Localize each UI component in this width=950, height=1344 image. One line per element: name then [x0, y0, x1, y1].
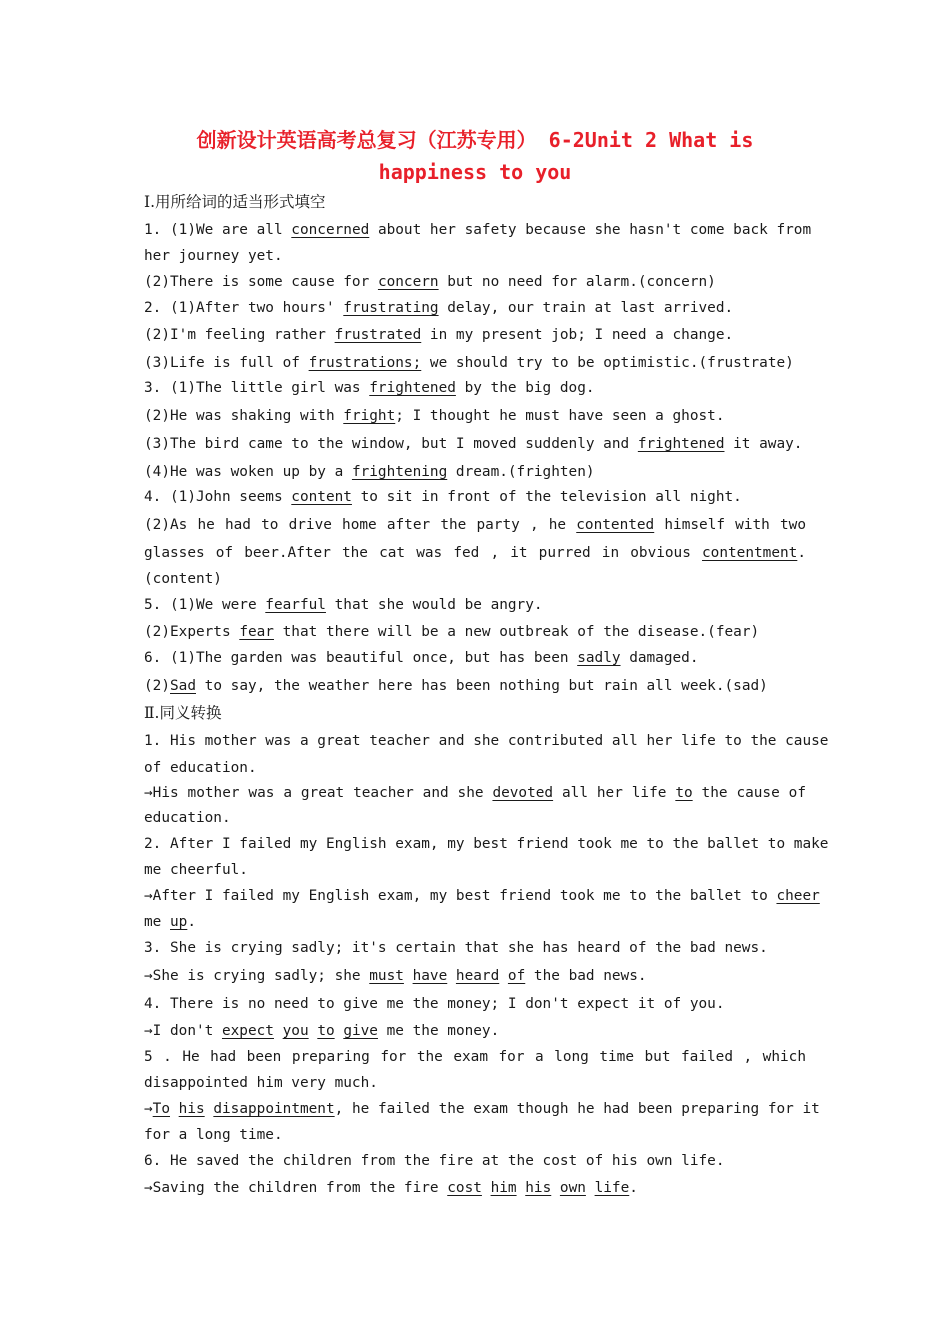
section1-line: [144, 622, 806, 642]
answer-blank: him: [490, 1180, 517, 1196]
section2-line: [144, 1178, 806, 1198]
line-text: dream.(frighten): [447, 464, 595, 480]
answer-blank: concern: [377, 274, 439, 290]
line-text: (2)There is some cause for: [144, 274, 378, 290]
answer-blank: sadly: [577, 650, 621, 666]
line-text: →I don't: [144, 1023, 222, 1039]
line-text: 1. (1)We are all: [144, 222, 292, 238]
section1-line: [144, 378, 806, 398]
answer-blank: heard: [455, 968, 500, 984]
answer-blank: of: [507, 968, 526, 984]
line-text: we should try to be optimistic.(frustrate): [421, 355, 794, 371]
section2-line: [144, 966, 806, 986]
section2-line: [144, 994, 806, 1014]
line-text: to sit in front of the television all night.: [351, 489, 742, 505]
answer-blank: frightening: [351, 464, 448, 480]
line-text: (3)Life is full of: [144, 355, 309, 371]
section2-line: [144, 758, 806, 778]
answer-blank: expect: [221, 1023, 274, 1039]
line-text: (2)He was shaking with: [144, 408, 344, 424]
section2-line: [144, 731, 829, 751]
line-text: 4. (1)John seems: [144, 489, 292, 505]
line-text: (2)As he had to drive home after the party , he: [144, 517, 577, 533]
answer-blank: own: [559, 1180, 586, 1196]
line-text: (4)He was woken up by a: [144, 464, 352, 480]
line-text: [499, 968, 508, 984]
section2-line: [144, 886, 820, 906]
line-text: 2. After I failed my English exam, my best friend took me to the ballet to make: [144, 836, 829, 852]
section1-line: [144, 298, 806, 318]
line-text: .: [629, 1180, 638, 1196]
line-text: →Saving the children from the fire: [144, 1180, 448, 1196]
line-text: it away.: [724, 436, 803, 452]
answer-blank: to: [317, 1023, 335, 1039]
line-text: 6. (1)The garden was beautiful once, but has been: [144, 650, 578, 666]
line-text: →She is crying sadly; she: [144, 968, 370, 984]
section-2-heading: Ⅱ.同义转换: [144, 704, 222, 722]
section1-line: [144, 569, 806, 589]
line-text: [447, 968, 456, 984]
line-text: 1. His mother was a great teacher and she contributed all her life to the cause: [144, 733, 829, 749]
section2-line: [144, 1125, 806, 1145]
line-text: .: [187, 914, 196, 930]
section1-line: [144, 515, 806, 535]
line-text: [335, 1023, 344, 1039]
section2-line: [144, 938, 806, 958]
answer-blank: cost: [447, 1180, 482, 1196]
line-text: [517, 1180, 526, 1196]
line-text: me: [144, 914, 170, 930]
line-text: [170, 1101, 179, 1117]
answer-blank: frustrating: [343, 300, 439, 316]
line-text: 4. There is no need to give me the money; I don't expect it of you.: [144, 996, 725, 1012]
section2-line: [144, 860, 806, 880]
document-title-line-1: 创新设计英语高考总复习（江苏专用） 6-2Unit 2 What is: [196, 128, 754, 152]
line-text: [404, 968, 413, 984]
answer-blank: To: [152, 1101, 170, 1117]
line-text: about her safety because she hasn't come back from: [369, 222, 812, 238]
answer-blank: frustrations;: [308, 355, 422, 371]
line-text: 3. She is crying sadly; it's certain that she has heard of the bad news.: [144, 940, 768, 956]
line-text: 6. He saved the children from the fire at the cost of his own life.: [144, 1153, 725, 1169]
line-text: →His mother was a great teacher and she: [144, 785, 493, 801]
line-text: that there will be a new outbreak of the disease.(fear): [273, 624, 760, 640]
answer-blank: to: [675, 785, 693, 801]
section1-line: [144, 543, 806, 563]
section1-line: [144, 272, 806, 292]
line-text: (2): [144, 678, 170, 694]
line-text: that she would be angry.: [325, 597, 543, 613]
section2-line: [144, 1073, 806, 1093]
line-text: himself with two: [654, 517, 806, 533]
line-text: the cause of: [692, 785, 806, 801]
answer-blank: up: [170, 914, 188, 930]
answer-blank: have: [412, 968, 448, 984]
answer-blank: must: [369, 968, 404, 984]
line-text: disappointed him very much.: [144, 1075, 378, 1091]
answer-blank: frustrated: [334, 327, 422, 343]
line-text: me cheerful.: [144, 862, 248, 878]
line-text: [309, 1023, 318, 1039]
answer-blank: his: [525, 1180, 552, 1196]
answer-blank: his: [178, 1101, 205, 1117]
line-text: by the big dog.: [455, 380, 595, 396]
section1-line: [144, 595, 806, 615]
section-1-heading: Ⅰ.用所给词的适当形式填空: [144, 193, 326, 211]
section2-line: [144, 834, 829, 854]
line-text: but no need for alarm.(concern): [438, 274, 716, 290]
answer-blank: fright: [343, 408, 396, 424]
line-text: [551, 1180, 560, 1196]
line-text: 5 . He had been preparing for the exam for a long time but failed , which: [144, 1049, 806, 1065]
line-text: of education.: [144, 760, 257, 776]
answer-blank: frightened: [369, 380, 456, 396]
answer-blank: you: [282, 1023, 309, 1039]
line-text: (2)I'm feeling rather: [144, 327, 335, 343]
answer-blank: contented: [576, 517, 655, 533]
section1-line: [144, 406, 806, 426]
line-text: delay, our train at last arrived.: [438, 300, 734, 316]
answer-blank: concerned: [291, 222, 370, 238]
line-text: (content): [144, 571, 222, 587]
line-text: me the money.: [377, 1023, 500, 1039]
line-text: (2)Experts: [144, 624, 240, 640]
section1-line: [144, 648, 806, 668]
line-text: .: [797, 545, 806, 561]
line-text: [274, 1023, 283, 1039]
section2-line: [144, 1099, 820, 1119]
line-text: [586, 1180, 595, 1196]
line-text: ; I thought he must have seen a ghost.: [395, 408, 725, 424]
section1-line: [144, 434, 806, 454]
answer-blank: life: [594, 1180, 630, 1196]
section1-line: [144, 220, 812, 240]
section2-line: [144, 783, 806, 803]
line-text: →: [144, 1101, 153, 1117]
section1-line: [144, 462, 806, 482]
answer-blank: give: [343, 1023, 378, 1039]
line-text: [482, 1180, 491, 1196]
line-text: , he failed the exam though he had been preparing for it: [334, 1101, 820, 1117]
line-text: in my present job; I need a change.: [421, 327, 734, 343]
section2-line: [144, 1047, 806, 1067]
answer-blank: frightened: [637, 436, 725, 452]
line-text: her journey yet.: [144, 248, 283, 264]
section1-line: [144, 487, 806, 507]
section2-line: [144, 1021, 806, 1041]
line-text: 3. (1)The little girl was: [144, 380, 370, 396]
line-text: to say, the weather here has been nothing but rain all week.(sad): [196, 678, 768, 694]
line-text: the bad news.: [525, 968, 647, 984]
document-title-line-2: happiness to you: [378, 160, 572, 184]
line-text: damaged.: [620, 650, 699, 666]
section2-line: [144, 808, 806, 828]
line-text: education.: [144, 810, 231, 826]
answer-blank: fearful: [265, 597, 326, 613]
section1-line: [144, 246, 806, 266]
section1-line: [144, 353, 806, 373]
answer-blank: cheer: [776, 888, 820, 904]
answer-blank: contentment: [702, 545, 798, 561]
line-text: →After I failed my English exam, my best friend took me to the ballet to: [144, 888, 777, 904]
answer-blank: Sad: [170, 678, 196, 694]
line-text: 2. (1)After two hours': [144, 300, 344, 316]
answer-blank: disappointment: [213, 1101, 335, 1117]
line-text: (3)The bird came to the window, but I moved suddenly and: [144, 436, 638, 452]
answer-blank: content: [291, 489, 352, 505]
line-text: all her life: [553, 785, 676, 801]
section2-line: [144, 912, 806, 932]
section2-line: [144, 1151, 806, 1171]
answer-blank: fear: [239, 624, 274, 640]
line-text: for a long time.: [144, 1127, 283, 1143]
section1-line: [144, 676, 806, 696]
line-text: glasses of beer.After the cat was fed , it purred in obvious: [144, 545, 703, 561]
line-text: 5. (1)We were: [144, 597, 266, 613]
section1-line: [144, 325, 806, 345]
answer-blank: devoted: [492, 785, 554, 801]
